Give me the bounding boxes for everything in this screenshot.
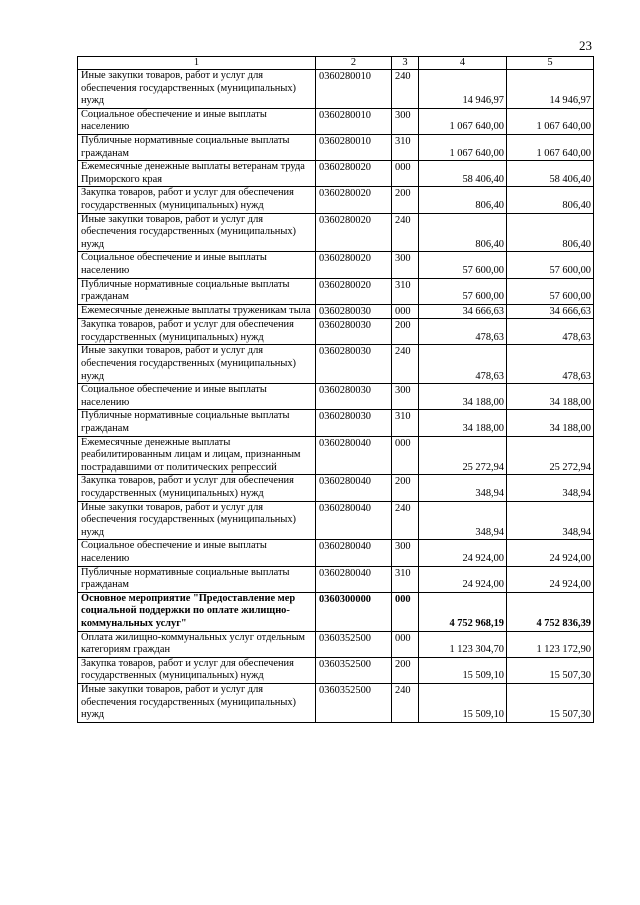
row-value-5: 348,94	[507, 501, 594, 540]
row-name: Оплата жилищно-коммунальных услуг отдельным категориям граждан	[78, 631, 316, 657]
table-row	[78, 213, 594, 252]
row-name: Иные закупки товаров, работ и услуг для обеспечения государственных (муниципальных) нужд	[78, 70, 316, 109]
row-name: Закупка товаров, работ и услуг для обеспечения государственных (муниципальных) нужд	[78, 475, 316, 501]
row-code: 0360352500	[316, 657, 392, 683]
row-kind: 310	[392, 410, 419, 436]
row-code: 0360280040	[316, 566, 392, 592]
row-kind: 200	[392, 319, 419, 345]
row-kind: 000	[392, 304, 419, 319]
row-kind: 310	[392, 278, 419, 304]
row-kind: 000	[392, 161, 419, 187]
row-value-5: 1 067 640,00	[507, 134, 594, 160]
table-row	[78, 657, 594, 683]
row-kind: 000	[392, 436, 419, 475]
table-row	[78, 108, 594, 134]
row-name: Ежемесячные денежные выплаты ветеранам труда Приморского края	[78, 161, 316, 187]
budget-table	[77, 56, 594, 723]
row-name: Ежемесячные денежные выплаты труженикам тыла	[78, 304, 316, 319]
row-value-5: 24 924,00	[507, 540, 594, 566]
row-value-4: 15 509,10	[419, 657, 507, 683]
row-name: Публичные нормативные социальные выплаты гражданам	[78, 566, 316, 592]
row-kind: 000	[392, 631, 419, 657]
header-col-2: 2	[316, 57, 392, 70]
row-value-5: 806,40	[507, 187, 594, 213]
row-value-5: 34 188,00	[507, 410, 594, 436]
row-name: Закупка товаров, работ и услуг для обеспечения государственных (муниципальных) нужд	[78, 657, 316, 683]
row-value-5: 15 507,30	[507, 683, 594, 722]
table-row	[78, 566, 594, 592]
row-value-4: 57 600,00	[419, 252, 507, 278]
row-name: Иные закупки товаров, работ и услуг для обеспечения государственных (муниципальных) нужд	[78, 501, 316, 540]
row-name: Публичные нормативные социальные выплаты гражданам	[78, 278, 316, 304]
row-kind: 200	[392, 475, 419, 501]
row-name: Социальное обеспечение и иные выплаты населению	[78, 540, 316, 566]
table-row	[78, 410, 594, 436]
row-name: Социальное обеспечение и иные выплаты населению	[78, 108, 316, 134]
row-value-4: 478,63	[419, 345, 507, 384]
row-kind: 240	[392, 345, 419, 384]
table-row	[78, 540, 594, 566]
row-name: Закупка товаров, работ и услуг для обеспечения государственных (муниципальных) нужд	[78, 187, 316, 213]
table-row	[78, 304, 594, 319]
table-row	[78, 252, 594, 278]
row-value-5: 1 067 640,00	[507, 108, 594, 134]
row-value-4: 478,63	[419, 319, 507, 345]
row-value-5: 34 188,00	[507, 384, 594, 410]
row-kind: 310	[392, 134, 419, 160]
row-value-5: 478,63	[507, 345, 594, 384]
row-value-4: 348,94	[419, 501, 507, 540]
row-name: Иные закупки товаров, работ и услуг для обеспечения государственных (муниципальных) нужд	[78, 213, 316, 252]
row-code: 0360280020	[316, 252, 392, 278]
row-value-4: 34 188,00	[419, 384, 507, 410]
row-code: 0360300000	[316, 592, 392, 631]
row-value-4: 34 666,63	[419, 304, 507, 319]
row-code: 0360352500	[316, 631, 392, 657]
header-row	[78, 57, 594, 70]
row-code: 0360352500	[316, 683, 392, 722]
row-code: 0360280040	[316, 475, 392, 501]
row-name: Иные закупки товаров, работ и услуг для обеспечения государственных (муниципальных) нужд	[78, 683, 316, 722]
row-value-4: 348,94	[419, 475, 507, 501]
row-kind: 310	[392, 566, 419, 592]
header-col-5: 5	[507, 57, 594, 70]
row-kind: 240	[392, 213, 419, 252]
row-name: Закупка товаров, работ и услуг для обеспечения государственных (муниципальных) нужд	[78, 319, 316, 345]
header-col-4: 4	[419, 57, 507, 70]
row-kind: 300	[392, 252, 419, 278]
row-value-5: 478,63	[507, 319, 594, 345]
row-name: Ежемесячные денежные выплаты реабилитированным лицам и лицам, признанным пострадавшими от политических репрессий	[78, 436, 316, 475]
table-row	[78, 187, 594, 213]
row-value-5: 348,94	[507, 475, 594, 501]
row-code: 0360280040	[316, 540, 392, 566]
table-row	[78, 501, 594, 540]
page-number: 23	[579, 38, 592, 53]
row-code: 0360280010	[316, 134, 392, 160]
row-value-5: 57 600,00	[507, 278, 594, 304]
row-kind: 240	[392, 70, 419, 109]
row-value-4: 24 924,00	[419, 566, 507, 592]
row-kind: 200	[392, 657, 419, 683]
row-code: 0360280040	[316, 501, 392, 540]
row-name: Иные закупки товаров, работ и услуг для обеспечения государственных (муниципальных) нужд	[78, 345, 316, 384]
row-kind: 000	[392, 592, 419, 631]
row-value-5: 24 924,00	[507, 566, 594, 592]
row-value-5: 58 406,40	[507, 161, 594, 187]
table-row-main-event	[78, 592, 594, 631]
row-value-4: 15 509,10	[419, 683, 507, 722]
row-value-4: 806,40	[419, 187, 507, 213]
row-code: 0360280010	[316, 70, 392, 109]
row-code: 0360280030	[316, 319, 392, 345]
row-code: 0360280030	[316, 384, 392, 410]
row-value-4: 806,40	[419, 213, 507, 252]
row-value-4: 58 406,40	[419, 161, 507, 187]
row-name: Основное мероприятие "Предоставление мер социальной поддержки по оплате жилищно-коммунальных услуг"	[78, 592, 316, 631]
row-value-5: 57 600,00	[507, 252, 594, 278]
table-row	[78, 345, 594, 384]
row-value-5: 25 272,94	[507, 436, 594, 475]
row-value-5: 806,40	[507, 213, 594, 252]
row-name: Социальное обеспечение и иные выплаты населению	[78, 384, 316, 410]
row-code: 0360280030	[316, 304, 392, 319]
row-kind: 200	[392, 187, 419, 213]
row-value-5: 15 507,30	[507, 657, 594, 683]
row-value-4: 14 946,97	[419, 70, 507, 109]
header-col-3: 3	[392, 57, 419, 70]
row-kind: 300	[392, 540, 419, 566]
row-value-4: 1 123 304,70	[419, 631, 507, 657]
table-row	[78, 70, 594, 109]
row-kind: 240	[392, 501, 419, 540]
row-kind: 240	[392, 683, 419, 722]
row-code: 0360280030	[316, 345, 392, 384]
row-value-4: 25 272,94	[419, 436, 507, 475]
table-row	[78, 631, 594, 657]
row-kind: 300	[392, 384, 419, 410]
row-code: 0360280020	[316, 213, 392, 252]
row-kind: 300	[392, 108, 419, 134]
row-value-4: 4 752 968,19	[419, 592, 507, 631]
row-value-4: 34 188,00	[419, 410, 507, 436]
row-code: 0360280030	[316, 410, 392, 436]
row-value-5: 34 666,63	[507, 304, 594, 319]
row-name: Социальное обеспечение и иные выплаты населению	[78, 252, 316, 278]
row-name: Публичные нормативные социальные выплаты гражданам	[78, 410, 316, 436]
row-code: 0360280020	[316, 278, 392, 304]
table-row	[78, 134, 594, 160]
row-code: 0360280020	[316, 187, 392, 213]
row-name: Публичные нормативные социальные выплаты гражданам	[78, 134, 316, 160]
table-row	[78, 278, 594, 304]
header-col-1: 1	[78, 57, 316, 70]
row-value-4: 24 924,00	[419, 540, 507, 566]
row-value-4: 1 067 640,00	[419, 108, 507, 134]
row-value-4: 57 600,00	[419, 278, 507, 304]
table-row	[78, 161, 594, 187]
table-row	[78, 683, 594, 722]
table-row	[78, 475, 594, 501]
row-value-5: 1 123 172,90	[507, 631, 594, 657]
row-value-4: 1 067 640,00	[419, 134, 507, 160]
table-row	[78, 384, 594, 410]
row-code: 0360280010	[316, 108, 392, 134]
table-row	[78, 319, 594, 345]
row-value-5: 4 752 836,39	[507, 592, 594, 631]
row-code: 0360280040	[316, 436, 392, 475]
row-code: 0360280020	[316, 161, 392, 187]
table-row	[78, 436, 594, 475]
row-value-5: 14 946,97	[507, 70, 594, 109]
